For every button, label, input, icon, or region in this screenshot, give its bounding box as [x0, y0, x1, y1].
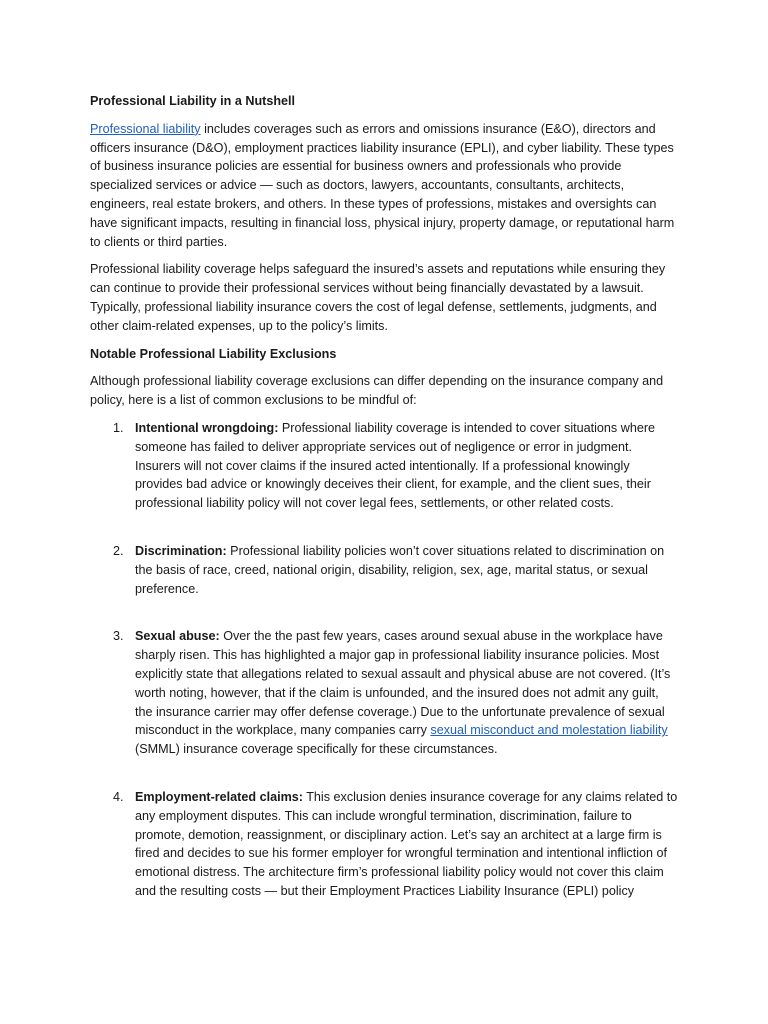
- page-title: Professional Liability in a Nutshell: [90, 94, 296, 108]
- list-item: [90, 542, 678, 598]
- list-number: 1.: [113, 420, 124, 435]
- exclusions-list: [90, 419, 678, 901]
- exclusion-text-after: (SMML) insurance coverage specifically for these circumstances.: [135, 742, 498, 757]
- exclusion-term: Intentional wrongdoing:: [135, 420, 279, 435]
- exclusion-term: Employment-related claims:: [135, 789, 303, 804]
- exclusion-text: Professional liability policies won’t cover situations related to discrimination on the basis of race, creed, national origin, disability, religion, sex, age, marital status, or sexual preference.: [135, 543, 665, 596]
- exclusion-text: Professional liability coverage is intended to cover situations where someone has failed to deliver appropriate services out of negligence or error in judgment. Insurers will not cover claims if the insured acted intentionally. If a professional knowingly provides bad advice or knowingly deceives their client, for example, and the client sues, their professional liability policy will not cover legal fees, settlements, or other related costs.: [135, 420, 656, 511]
- list-number: 2.: [113, 543, 124, 558]
- list-number: 3.: [113, 629, 124, 644]
- list-number: 4.: [113, 789, 124, 804]
- smml-link[interactable]: sexual misconduct and molestation liability: [430, 723, 668, 738]
- exclusions-intro-paragraph: Although professional liability coverage exclusions can differ depending on the insurance company and policy, here is a list of common exclusions to be mindful of:: [90, 374, 664, 408]
- intro-paragraph: [90, 120, 678, 252]
- list-item: [90, 419, 678, 513]
- list-item: [90, 788, 678, 901]
- professional-liability-link[interactable]: Professional liability: [90, 121, 201, 136]
- list-item: [90, 627, 678, 759]
- exclusion-term: Sexual abuse:: [135, 629, 220, 644]
- intro-text: includes coverages such as errors and omissions insurance (E&O), directors and officers insurance (D&O), employment practices liability insurance (EPLI), and cyber liability. These types of business insurance policies are essential for business owners and professionals who provide specialized services or advice — such as doctors, lawyers, accountants, consultants, architects, engineers, real estate brokers, and others. In these types of professions, mistakes and oversights can have significant impacts, resulting in financial loss, physical injury, property damage, or reputational harm to clients or third parties.: [90, 121, 675, 249]
- exclusion-term: Discrimination:: [135, 543, 227, 558]
- exclusions-heading: Notable Professional Liability Exclusions: [90, 346, 337, 361]
- exclusion-text: Over the the past few years, cases around sexual abuse in the workplace have sharply risen. This has highlighted a major gap in professional liability insurance policies. Most explicitly state that allegations related to sexual assault and physical abuse are not covered. (It’s worth noting, however, that if the claim is unfounded, and the insured does not admit any guilt, the insurance carrier may offer defense coverage.) Due to the unfortunate prevalence of sexual misconduct in the workplace, many companies carry: [135, 629, 671, 738]
- coverage-paragraph: Professional liability coverage helps safeguard the insured’s assets and reputations while ensuring they can continue to provide their professional services without being financially devastated by a lawsuit. Typically, professional liability insurance covers the cost of legal defense, settlements, judgments, and other claim-related expenses, up to the policy’s limits.: [90, 262, 666, 333]
- exclusion-text: This exclusion denies insurance coverage for any claims related to any employment disputes. This can include wrongful termination, discrimination, failure to promote, demotion, reassignment, or disciplinary action. Let’s say an architect at a large firm is fired and decides to sue his former employer for wrongful termination and intentional infliction of emotional distress. The architecture firm’s professional liability policy would not cover this claim and the resulting costs — but their Employment Practices Liability Insurance (EPLI) policy: [135, 789, 678, 898]
